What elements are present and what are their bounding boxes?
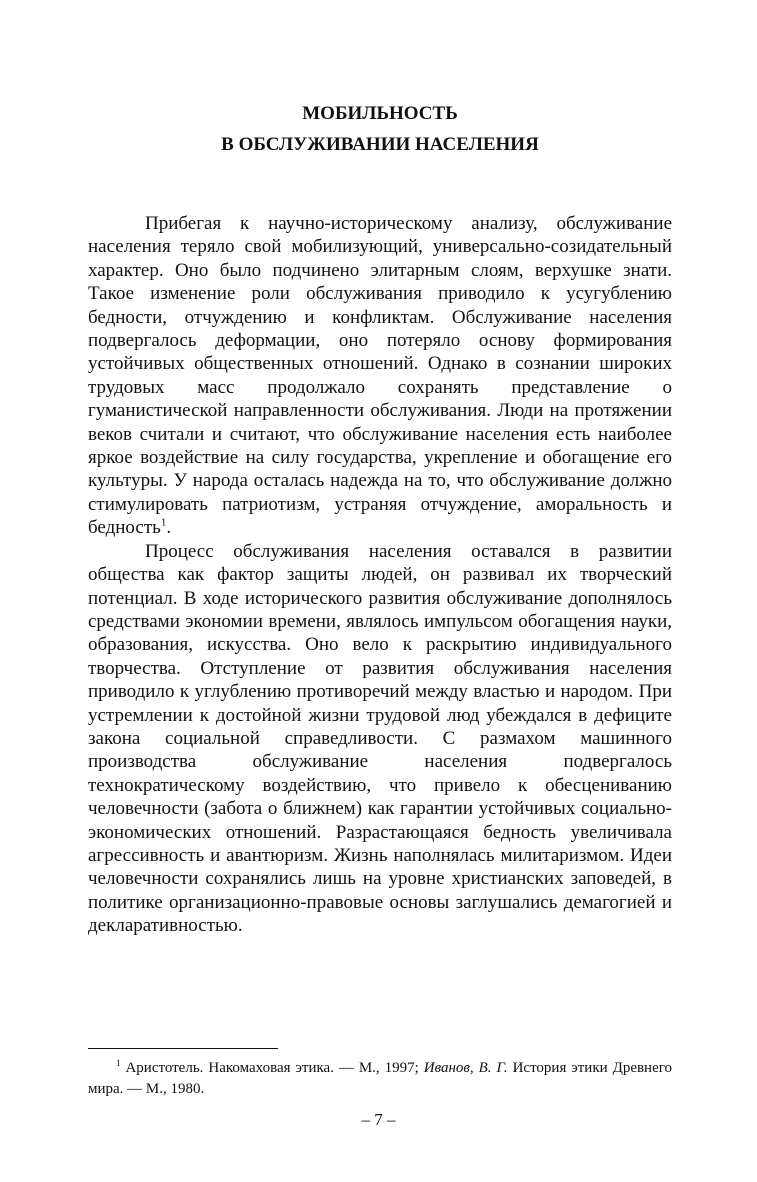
footnote-text-part-2: История этики Древнего мира. — М., 1980. [88, 1060, 673, 1097]
footnote-reference[interactable]: 1 [160, 516, 167, 529]
footnote [88, 1058, 672, 1100]
paragraph-1 [88, 212, 672, 540]
paragraph-2 [88, 540, 672, 938]
paragraph-1-end: . [166, 517, 172, 539]
page-number: – 7 – [361, 1110, 396, 1129]
paragraph-1-text: Прибегая к научно-историческому анализу, обслуживание населения теряло свой мобилизующий, универсально-созидательный характер. Оно было подчинено элитарным слоям, верхушке знати. Такое изменение роли обслуживания приводило к усугублению бедности, отчуждению и конфликтам. Обслуживание населения подвергалось деформации, оно потеряло основу формирования устойчивых общественных отношений. Однако в сознании широких трудовых масс продолжало сохранять представление о гуманистической направленности обслуживания. Люди на протяжении веков считали и считают, что обслуживание населения есть наиболее яркое воздействие на силу государства, укрепление и обогащение его культуры. У народа осталась надежда на то, что обслуживание должно стимулировать патриотизм, устраняя отчуждение, аморальность и бедность [88, 213, 672, 539]
page-body [88, 98, 672, 938]
footnote-text-part-1: Аристотель. Накомаховая этика. — М., 1997; [125, 1060, 424, 1076]
chapter-title-line-2: В ОБСЛУЖИВАНИИ НАСЕЛЕНИЯ [221, 134, 539, 155]
paragraph-2-text: Процесс обслуживания населения оставался в развитии общества как фактор защиты людей, он развивал их творческий потенциал. В ходе исторического развития обслуживание дополнялось средствами экономии времени, являлось импульсом обогащения науки, образования, искусства. Оно вело к раскрытию индивидуального творчества. Отступление от развития обслуживания населения приводило к углублению противоречий между властью и народом. При устремлении к достойной жизни трудовой люд убеждался в дефиците закона социальной справедливости. С размахом машинного производства обслуживание населения подвергалось технократическому воздействию, что привело к обесцениванию человечности (забота о ближнем) как гарантии устойчивых социально-экономических отношений. Разрастающаяся бедность увеличивала агрессивность и авантюризм. Жизнь наполнялась милитаризмом. Идеи человечности сохранялись лишь на уровне христианских заповедей, в политике организационно-правовые основы заглушались демагогией и декларативностью. [88, 540, 672, 937]
main-text [88, 212, 672, 938]
footnote-author-italic: Иванов, В. Г. [423, 1060, 508, 1076]
chapter-title [88, 98, 672, 160]
footnote-marker: 1 [116, 1058, 121, 1068]
footnote-divider [88, 1048, 278, 1049]
chapter-title-line-1: МОБИЛЬНОСТЬ [302, 103, 458, 124]
